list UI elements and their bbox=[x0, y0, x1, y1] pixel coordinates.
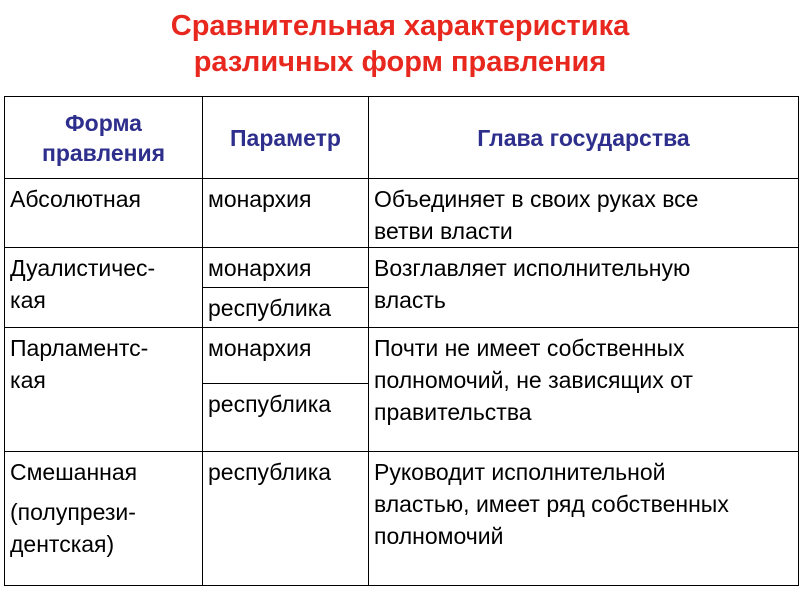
head-line: Почти не имеет собственных bbox=[374, 335, 685, 361]
head-line: правительства bbox=[374, 399, 532, 425]
head-line: Руководит исполнительной bbox=[374, 459, 666, 485]
param-value: монархия bbox=[208, 335, 312, 361]
header-parameter: Параметр bbox=[203, 97, 369, 179]
head-line: Возглавляет исполнительную bbox=[374, 255, 691, 281]
head-line: ветви власти bbox=[374, 218, 513, 244]
header-form-line-1: Форма bbox=[65, 109, 142, 136]
cell-param-dualistic-republic bbox=[203, 288, 369, 328]
head-line: полномочий, не зависящих от bbox=[374, 367, 693, 393]
form-line: кая bbox=[10, 287, 46, 313]
cell-form-dualistic bbox=[5, 248, 203, 328]
cell-form-parliamentary bbox=[5, 328, 203, 452]
table-row-absolute bbox=[5, 179, 799, 248]
head-line: Объединяет в своих руках все bbox=[374, 186, 699, 212]
cell-head-absolute bbox=[369, 179, 799, 248]
cell-param-mixed bbox=[203, 452, 369, 586]
table-row-parliamentary bbox=[5, 328, 799, 384]
cell-head-parliamentary bbox=[369, 328, 799, 452]
form-line: Смешанная bbox=[10, 459, 138, 485]
slide-title-line-2: различных форм правления bbox=[193, 46, 607, 78]
form-line: дентская) bbox=[10, 531, 115, 557]
form-line: Абсолютная bbox=[10, 186, 141, 212]
table-row-mixed bbox=[5, 452, 799, 586]
table-row-dualistic bbox=[5, 248, 799, 288]
param-value: республика bbox=[208, 295, 332, 321]
cell-param-parliamentary-monarchy bbox=[203, 328, 369, 384]
param-value: монархия bbox=[208, 186, 312, 212]
cell-head-dualistic bbox=[369, 248, 799, 328]
cell-param-parliamentary-republic bbox=[203, 384, 369, 452]
head-line: властью, имеет ряд собственных bbox=[374, 491, 729, 517]
cell-head-mixed bbox=[369, 452, 799, 586]
header-form-line-2: правления bbox=[41, 139, 166, 166]
head-line: полномочий bbox=[374, 523, 504, 549]
form-line: Парламентс- bbox=[10, 335, 149, 361]
param-value: республика bbox=[208, 391, 332, 417]
slide-title bbox=[0, 8, 800, 80]
header-head-of-state: Глава государства bbox=[369, 97, 799, 179]
cell-form-absolute bbox=[5, 179, 203, 248]
form-line: Дуалистичес- bbox=[10, 255, 156, 281]
param-value: республика bbox=[208, 459, 332, 485]
cell-param-dualistic-monarchy bbox=[203, 248, 369, 288]
header-form bbox=[5, 97, 203, 179]
slide-title-line-1: Сравнительная характеристика bbox=[170, 10, 630, 42]
cell-form-mixed bbox=[5, 452, 203, 586]
form-line: (полупрези- bbox=[10, 499, 136, 525]
comparison-table bbox=[4, 96, 799, 586]
head-line: власть bbox=[374, 287, 446, 313]
header-row bbox=[5, 97, 799, 179]
param-value: монархия bbox=[208, 255, 312, 281]
cell-param-absolute bbox=[203, 179, 369, 248]
form-line: кая bbox=[10, 367, 46, 393]
